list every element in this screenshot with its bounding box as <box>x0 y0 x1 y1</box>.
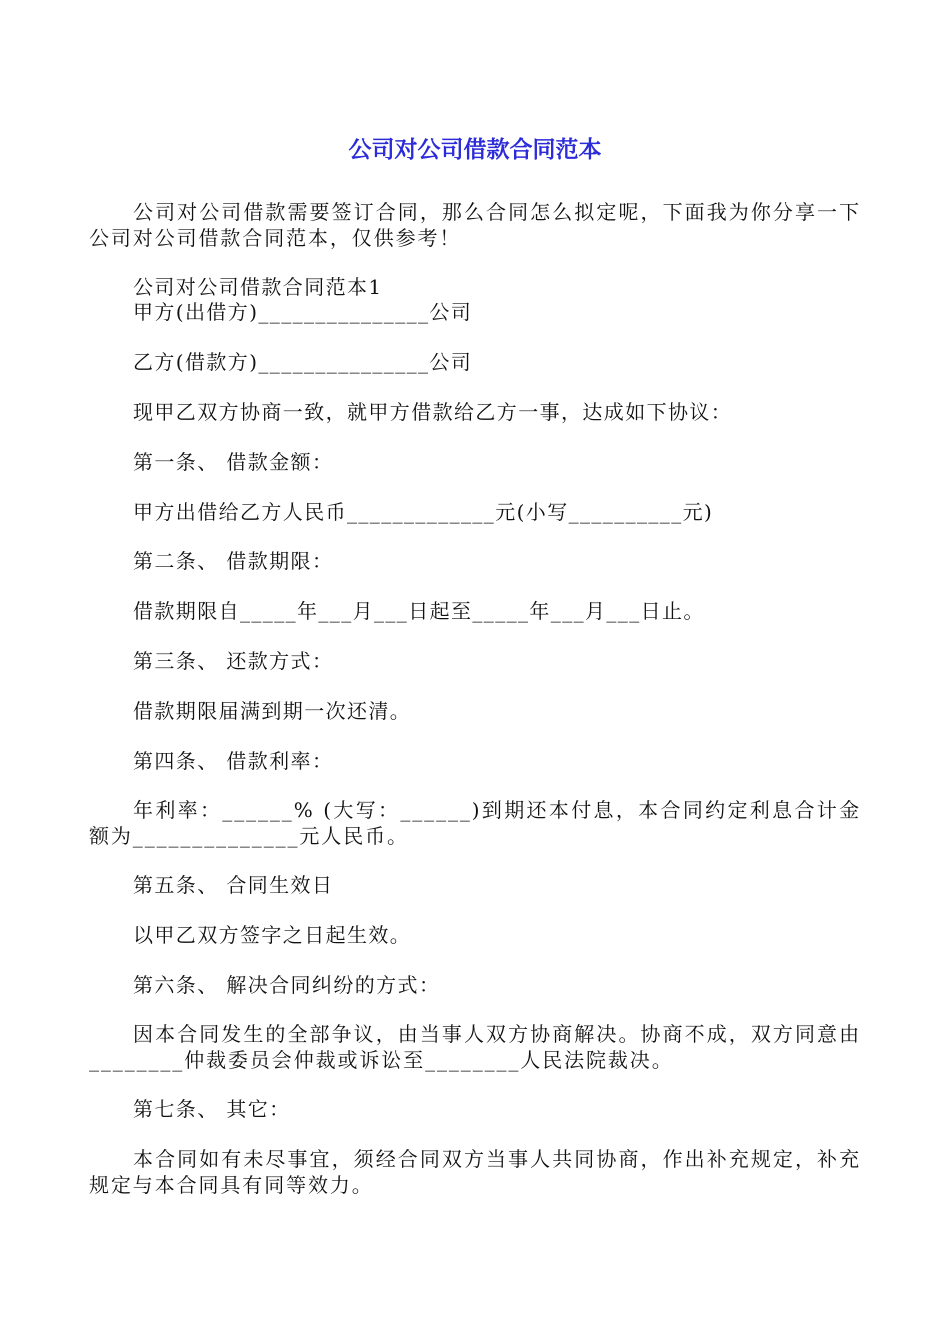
article-3-body: 借款期限届满到期一次还清。 <box>133 699 412 723</box>
article-4-heading: 第四条、 借款利率： <box>133 749 334 773</box>
article-5-heading: 第五条、 合同生效日 <box>133 873 334 897</box>
article-7-body: 本合同如有未尽事宜，须经合同双方当事人共同协商，作出补充规定，补充规定与本合同具有同等效力。 <box>89 1147 861 1197</box>
article-1-heading: 第一条、 借款金额： <box>133 450 334 474</box>
article-4-body: 年利率：______% (大写：______)到期还本付息，本合同约定利息合计金额为______________元人民币。 <box>89 798 861 848</box>
agreement-preamble: 现甲乙双方协商一致，就甲方借款给乙方一事，达成如下协议： <box>133 400 733 424</box>
article-3-heading: 第三条、 还款方式： <box>133 649 334 673</box>
article-2-heading: 第二条、 借款期限： <box>133 549 334 573</box>
article-7-heading: 第七条、 其它： <box>133 1097 291 1121</box>
article-6-body: 因本合同发生的全部争议，由当事人双方协商解决。协商不成，双方同意由________仲裁委员会仲裁或诉讼至________人民法院裁决。 <box>89 1022 861 1072</box>
party-a-line: 甲方(出借方)_______________公司 <box>133 300 473 324</box>
article-2-body: 借款期限自_____年___月___日起至_____年___月___日止。 <box>133 599 705 623</box>
document-title: 公司对公司借款合同范本 <box>348 137 602 163</box>
section-heading: 公司对公司借款合同范本1 <box>133 275 383 299</box>
article-1-body: 甲方出借给乙方人民币_____________元(小写__________元) <box>133 500 714 524</box>
article-5-body: 以甲乙双方签字之日起生效。 <box>133 923 412 947</box>
intro-paragraph: 公司对公司借款需要签订合同，那么合同怎么拟定呢，下面我为你分享一下公司对公司借款合同范本，仅供参考！ <box>89 200 861 250</box>
party-b-line: 乙方(借款方)_______________公司 <box>133 350 473 374</box>
article-6-heading: 第六条、 解决合同纠纷的方式： <box>133 973 441 997</box>
